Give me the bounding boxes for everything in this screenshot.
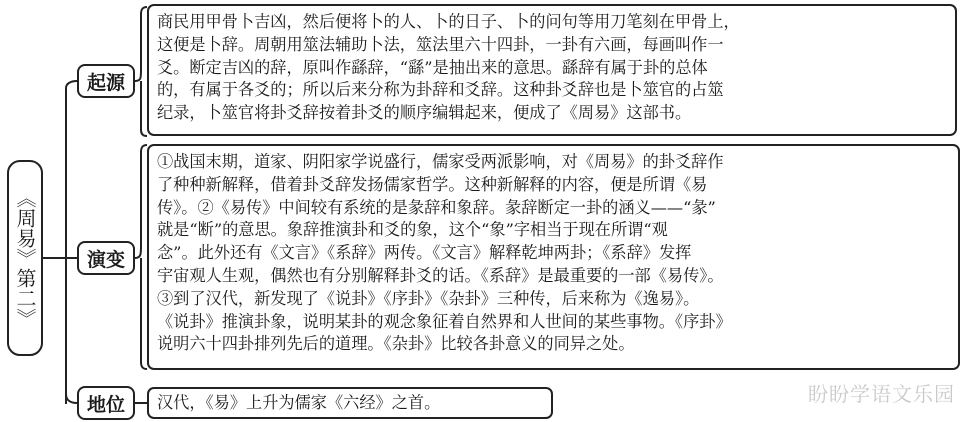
evolution-line: 传》。②《易传》中间较有系统的是彖辞和象辞。彖辞断定一卦的涵义——“彖” (157, 197, 716, 217)
branch-label-evolution: 演变 (77, 241, 135, 275)
status-content (147, 387, 553, 419)
status-connector (66, 394, 77, 403)
origin-content (147, 4, 957, 136)
branch-label-status: 地位 (77, 386, 135, 420)
evolution-brace (135, 145, 147, 369)
status-line: 汉代，《易》上升为儒家《六经》之首。 (157, 393, 441, 412)
origin-connector (66, 81, 77, 88)
root-node (7, 160, 43, 356)
origin-line: 爻。断定吉凶的辞，原叫作繇辞，“繇”是抽出来的意思。繇辞有属于卦的总体 (157, 57, 708, 77)
evolution-line: 了种种新解释，借着卦爻辞发扬儒家哲学。这种新解释的内容，便是所谓《易 (157, 174, 708, 194)
branch-label-origin: 起源 (77, 64, 135, 98)
watermark: 盼盼学语文乐园 (808, 382, 955, 406)
origin-line: 的，有属于各爻的；所以后来分称为卦辞和爻辞。这种卦爻辞也是卜筮官的占筮 (157, 80, 724, 100)
evolution-line: ①战国末期，道家、阴阳家学说盛行，儒家受两派影响，对《周易》的卦爻辞作 (157, 152, 724, 171)
origin-line: 纪录，卜筮官将卦爻辞按着卦爻的顺序编辑起来，便成了《周易》这部书。 (157, 103, 692, 123)
evolution-content (147, 144, 960, 370)
evolution-line: 《说卦》推演卦象，说明某卦的观念象征着自然界和人世间的某些事物。《序卦》 (157, 311, 732, 331)
evolution-line: 念”。此外还有《文言》《系辞》两传。《文言》解释乾坤两卦；《系辞》发挥 (157, 243, 692, 263)
evolution-line: 就是“断”的意思。象辞推演卦和爻的象，这个“象”字相当于现在所谓“观 (157, 220, 668, 240)
origin-line: 这便是卜辞。周朝用筮法辅助卜法，筮法里六十四卦，一卦有六画，每画叫作一 (157, 34, 724, 54)
root-title: 《周易》第二》 (13, 188, 37, 328)
evolution-line: 宇宙观人生观，偶然也有分别解释卦爻的话。《系辞》是最重要的一部《易传》。 (157, 265, 724, 285)
evolution-line: 说明六十四卦排列先后的道理。《杂卦》比较各卦意义的同异之处。 (157, 334, 635, 354)
origin-line: 商民用甲骨卜吉凶，然后便将卜的人、卜的日子、卜的问句等用刀笔刻在甲骨上， (157, 12, 740, 31)
evolution-line: ③到了汉代，新发现了《说卦》《序卦》《杂卦》三种传，后来称为《逸易》。 (157, 288, 700, 308)
origin-brace (135, 7, 147, 136)
